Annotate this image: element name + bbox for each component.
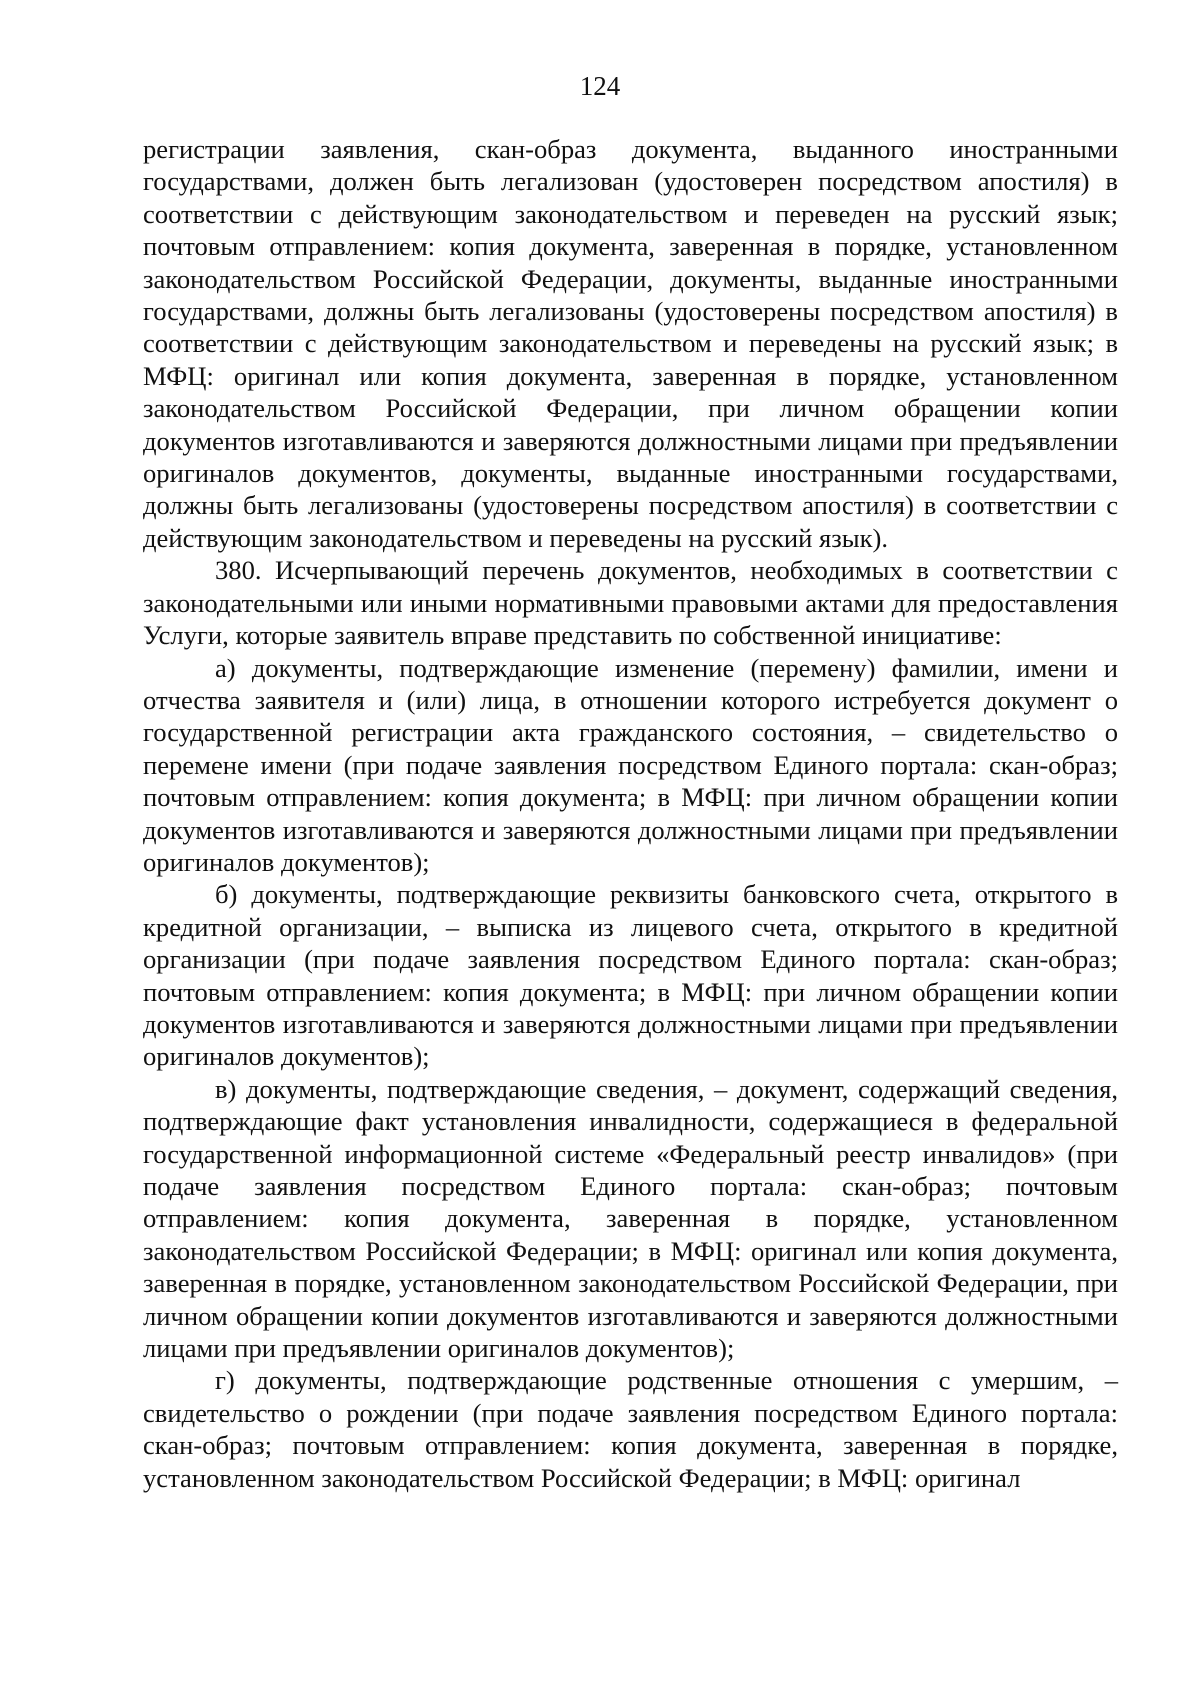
paragraph-380: 380. Исчерпывающий перечень документов, необходимых в соответствии с законодательными или иными нормативными правовыми актами для предоставления Услуги, которые заявитель вправе представить по собственной инициативе:: [143, 555, 1118, 651]
paragraph-continuation: регистрации заявления, скан-образ документа, выданного иностранными государствами, должен быть легализован (удостоверен посредством апостиля) в соответствии с действующим законодательством и переведен на русский язык; почтовым отправлением: копия документа, заверенная в порядке, установленном законодательством Российской Федерации, документы, выданные иностранными государствами, должны быть легализованы (удостоверены посредством апостиля) в соответствии с действующим законодательством и переведены на русский язык; в МФЦ: оригинал или копия документа, заверенная в порядке, установленном законодательством Российской Федерации, при личном обращении копии документов изготавливаются и заверяются должностными лицами при предъявлении оригиналов документов, документы, выданные иностранными государствами, должны быть легализованы (удостоверены посредством апостиля) в соответствии с действующим законодательством и переведены на русский язык).: [143, 134, 1118, 553]
page-number: 124: [579, 71, 621, 101]
paragraph-item-a: а) документы, подтверждающие изменение (перемену) фамилии, имени и отчества заявителя и (или) лица, в отношении которого истребуется документ о государственной регистрации акта гражданского состояния, – свидетельство о перемене имени (при подаче заявления посредством Единого портала: скан-образ; почтовым отправлением: копия документа; в МФЦ: при личном обращении копии документов изготавливаются и заверяются должностными лицами при предъявлении оригиналов документов);: [143, 652, 1118, 877]
paragraph-item-g: г) документы, подтверждающие родственные отношения с умершим, – свидетельство о рождении (при подаче заявления посредством Единого портала: скан-образ; почтовым отправлением: копия документа, заверенная в порядке, установленном законодательством Российской Федерации; в МФЦ: оригинал: [143, 1365, 1118, 1493]
document-body: [143, 133, 1118, 1494]
paragraph-item-b: б) документы, подтверждающие реквизиты банковского счета, открытого в кредитной организации, – выписка из лицевого счета, открытого в кредитной организации (при подаче заявления посредством Единого портала: скан-образ; почтовым отправлением: копия документа; в МФЦ: при личном обращении копии документов изготавливаются и заверяются должностными лицами при предъявлении оригиналов документов);: [143, 879, 1118, 1072]
paragraph-item-v: в) документы, подтверждающие сведения, – документ, содержащий сведения, подтверждающие факт установления инвалидности, содержащиеся в федеральной государственной информационной системе «Федеральный реестр инвалидов» (при подаче заявления посредством Единого портала: скан-образ; почтовым отправлением: копия документа, заверенная в порядке, установленном законодательством Российской Федерации; в МФЦ: оригинал или копия документа, заверенная в порядке, установленном законодательством Российской Федерации, при личном обращении копии документов изготавливаются и заверяются должностными лицами при предъявлении оригиналов документов);: [143, 1073, 1118, 1364]
